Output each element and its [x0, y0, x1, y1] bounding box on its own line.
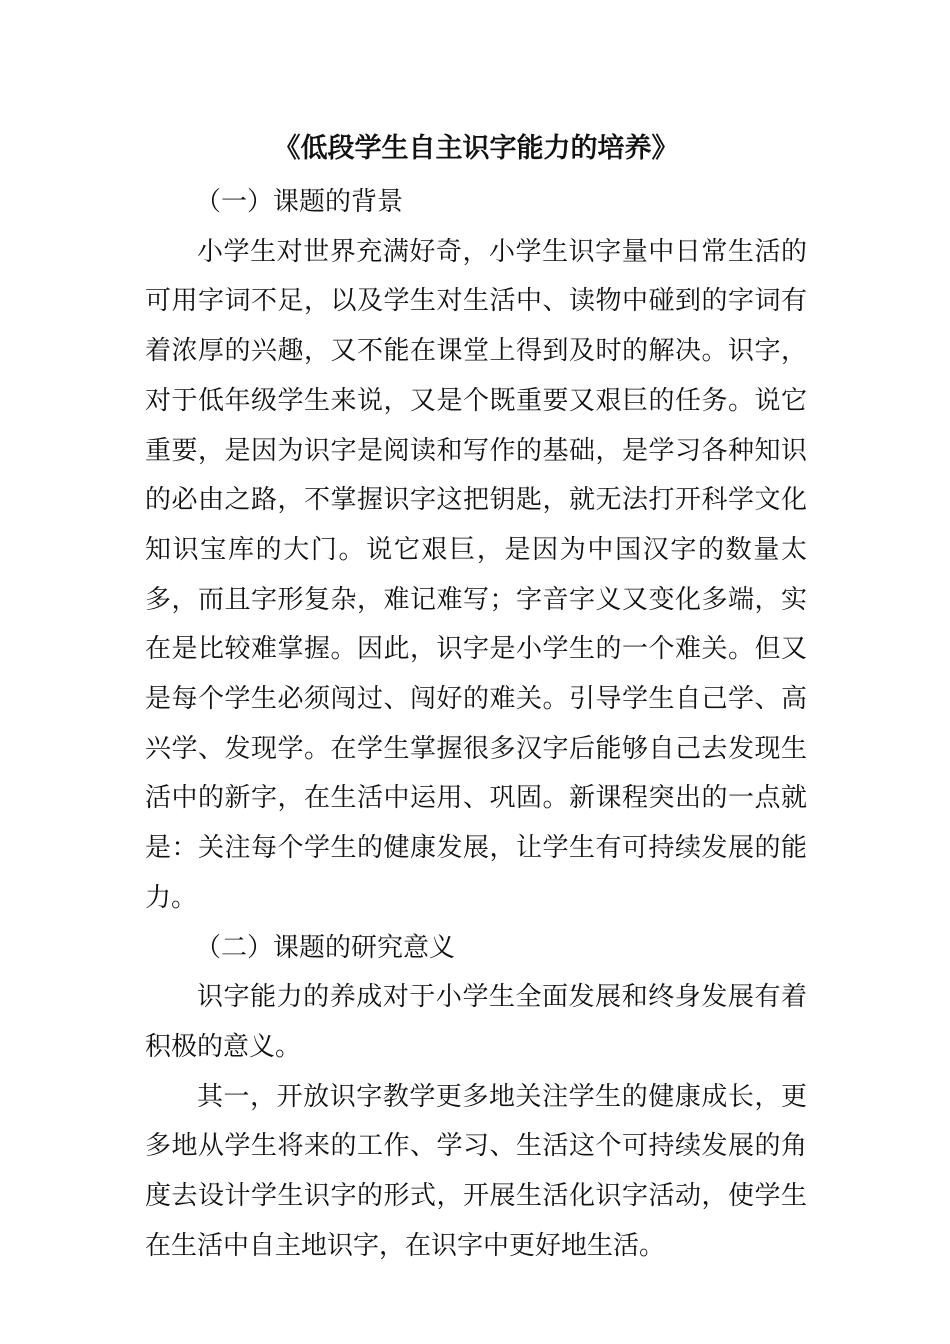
- document-content: [145, 128, 807, 1271]
- document-title: 《低段学生自主识字能力的培养》: [273, 133, 679, 164]
- section-heading-significance: （二）课题的研究意义: [195, 932, 456, 963]
- paragraph-significance-first: 其一，开放识字教学更多地关注学生的健康成长，更多地从学生将来的工作、学习、生活这个可持续发展的角度去设计学生识字的形式，开展生活化识字活动，使学生在生活中自主地识字，在识字中更好地生活。: [145, 1081, 807, 1261]
- paragraph-significance-intro: 识字能力的养成对于小学生全面发展和终身发展有着积极的意义。: [145, 982, 807, 1062]
- section-heading-background: （一）课题的背景: [195, 187, 404, 217]
- paragraph-background: 小学生对世界充满好奇，小学生识字量中日常生活的可用字词不足，以及学生对生活中、读物中碰到的字词有着浓厚的兴趣，又不能在课堂上得到及时的解决。识字，对于低年级学生来说，又是个既重要又艰巨的任务。说它重要，是因为识字是阅读和写作的基础，是学习各种知识的必由之路，不掌握识字这把钥匙，就无法打开科学文化知识宝库的大门。说它艰巨，是因为中国汉字的数量太多，而且字形复杂，难记难写；字音字义又变化多端，实在是比较难掌握。因此，识字是小学生的一个难关。但又是每个学生必须闯过、闯好的难关。引导学生自己学、高兴学、发现学。在学生掌握很多汉字后能够自己去发现生活中的新字，在生活中运用、巩固。新课程突出的一点就是：关注每个学生的健康发展，让学生有可持续发展的能力。: [145, 236, 807, 913]
